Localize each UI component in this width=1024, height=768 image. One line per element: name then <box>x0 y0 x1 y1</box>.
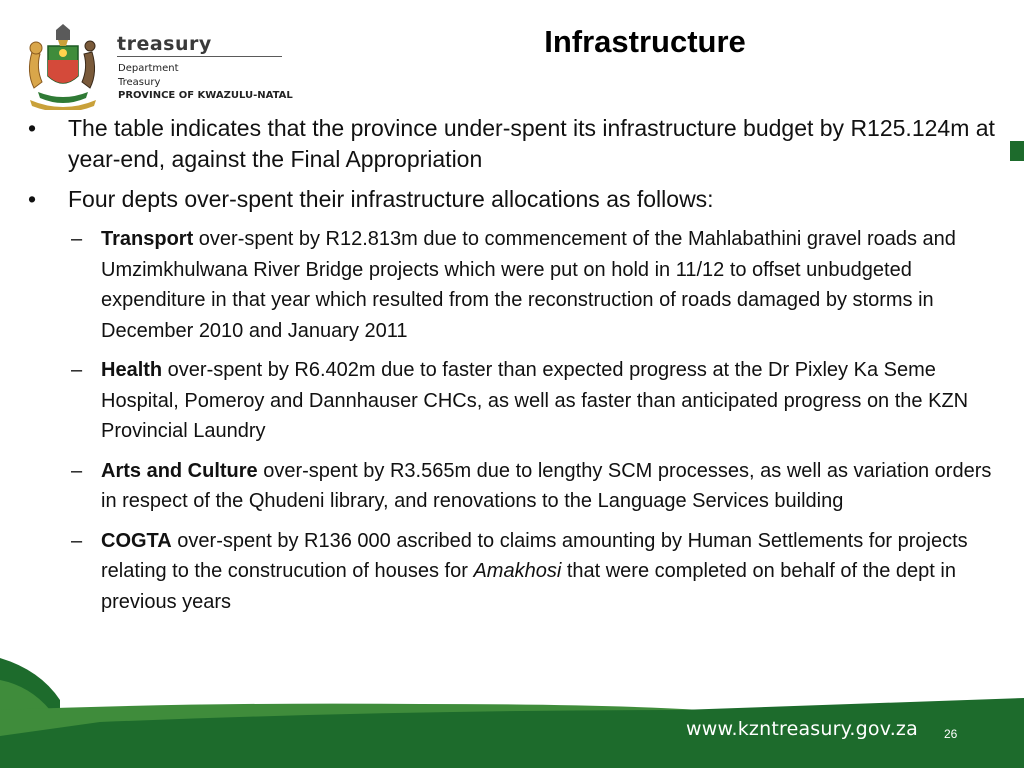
dept-description: over-spent by R3.565m due to lengthy SCM processes, as well as variation orders in respect of the Qhudeni library, and renovations to the Language Services building <box>101 459 992 512</box>
footer-website-url: www.kzntreasury.gov.za <box>686 718 918 740</box>
bullet-text: The table indicates that the province under-spent its infrastructure budget by R125.124m at year-end, against the Final Appropriation <box>68 115 995 172</box>
dept-name: Health <box>101 359 163 381</box>
slide-title: Infrastructure <box>544 24 746 59</box>
sub-bullet-cogta <box>71 526 1002 618</box>
bullet-text: Four depts over-spent their infrastructure allocations as follows: <box>68 186 714 212</box>
header-divider <box>117 56 282 57</box>
sub-bullet-arts-culture <box>71 456 1002 517</box>
footer-swoosh <box>0 640 1024 768</box>
bullet-item <box>26 113 1002 175</box>
bullet-dot-icon: • <box>28 186 37 212</box>
province-label: PROVINCE OF KWAZULU-NATAL <box>118 90 293 101</box>
accent-tab <box>1010 141 1024 161</box>
bullet-item <box>26 184 1002 215</box>
dept-description: over-spent by R6.402m due to faster than expected progress at the Dr Pixley Ka Seme Hospital, Pomeroy and Dannhauser CHCs, as well as faster than anticipated progress on the KZN Provincial Laundry <box>101 359 969 442</box>
dept-name: Arts and Culture <box>101 459 258 482</box>
department-label: Department <box>118 63 179 74</box>
sub-bullet-health <box>71 355 1002 447</box>
dash-icon: – <box>71 228 83 250</box>
dept-description: over-spent by R12.813m due to commencement of the Mahlabathini gravel roads and Umzimkhulwana River Bridge projects which were put on hold in 11/12 to offset unbudgeted expenditure in that year which resulted from the reconstruction of roads damaged by storms in December 2010 and January 2011 <box>101 228 956 342</box>
coat-of-arms-logo <box>20 22 106 110</box>
dept-description: over-spent by R136 000 ascribed to claims amounting by Human Settlements for projects relating to the construcution of houses for <box>101 529 968 582</box>
dash-icon: – <box>71 529 83 552</box>
slide-body <box>26 113 1002 626</box>
sub-bullet-transport <box>71 224 1002 346</box>
treasury-label: Treasury <box>118 77 161 88</box>
treasury-wordmark: treasury <box>117 33 212 55</box>
dash-icon: – <box>71 359 83 381</box>
dept-name: Transport <box>101 228 194 250</box>
dash-icon: – <box>71 459 83 482</box>
dept-name: COGTA <box>101 529 172 552</box>
bullet-dot-icon: • <box>28 115 37 141</box>
page-number: 26 <box>944 727 958 741</box>
dept-description-tail: that were completed on behalf of the dept in previous years <box>101 560 956 613</box>
dept-description-italic: Amakhosi <box>473 560 562 582</box>
